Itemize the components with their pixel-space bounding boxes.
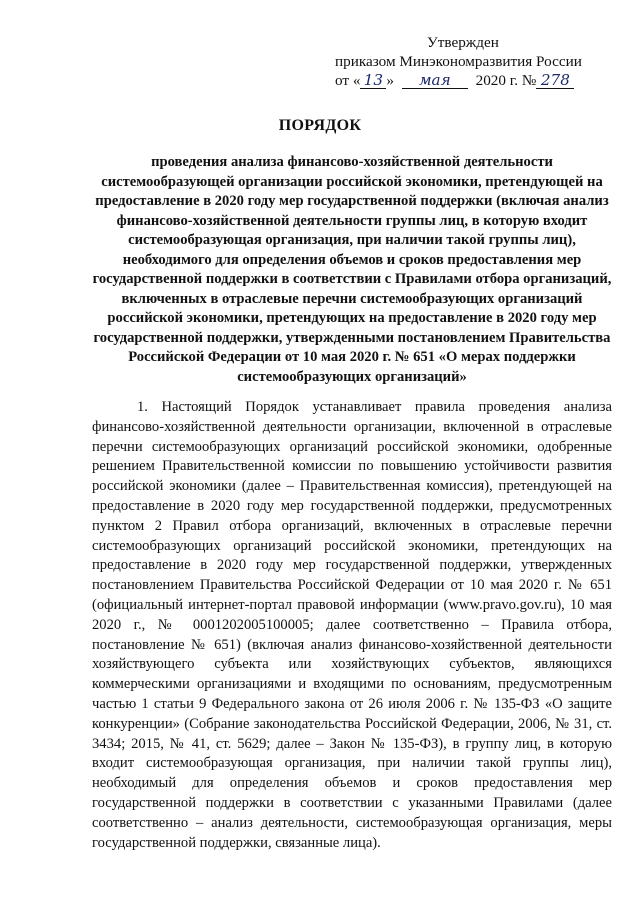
date-prefix: от « xyxy=(335,72,361,89)
handwritten-day: 13 xyxy=(360,73,386,89)
document-title: ПОРЯДОК xyxy=(278,117,362,134)
date-mid: » xyxy=(386,72,395,89)
approval-line-order: приказом Минэкономразвития России xyxy=(335,53,582,70)
document-subtitle: проведения анализа финансово-хозяйственной деятельности системообразующей организации российской экономики, претендующей на предоставление в 2020 году мер государственной поддержки (включая анализ финансово-хозяйственной деятельности группы лиц, в которую входит системообразующая организация, при наличии такой группы лиц), необходимого для определения объемов и сроков предоставления мер государственной поддержки в соответствии с Правилами отбора организаций, включенных в отраслевые перечни системообразующих организаций российской экономики, претендующих на предоставление в 2020 году мер государственной поддержки, утвержденными постановлением Правительства Российской Федерации от 10 мая 2020 г. № 651 «О мерах поддержки системообразующих организаций» xyxy=(92,154,612,385)
paragraph-1: 1. Настоящий Порядок устанавливает правила проведения анализа финансово-хозяйственной деятельности организации, включенной в отраслевые перечни системообразующих организаций российской экономики, одобренные решением Правительственной комиссии по повышению устойчивости развития российской экономики (далее – Правительственная комиссия), претендующей на предоставление в 2020 году мер государственной поддержки, предусмотренных пунктом 2 Правил отбора организаций, включенных в отраслевые перечни системообразующих организаций российской экономики, претендующих на предоставление в 2020 году мер государственной поддержки, утвержденных постановлением Правительства Российской Федерации от 10 мая 2020 г. № 651 (официальный интернет-портал правовой информации (www.pravo.gov.ru), 10 мая 2020 г., № 0001202005100005; далее соответственно – Правила отбора, постановление № 651) (включая анализ финансово-хозяйственной деятельности хозяйствующего субъекта или хозяйствующих субъектов, являющихся коммерческими организациями и входящими по основаниям, предусмотренным частью 1 статьи 9 Федерального закона от 26 июля 2006 г. № 135-ФЗ «О защите конкуренции» (Собрание законодательства Российской Федерации, 2006, № 31, ст. 3434; 2015, № 41, ст. 5629; далее – Закон № 135-ФЗ), в группу лиц, в которую входит системообразующая организация, при наличии такой группы лиц), необходимый для определения объемов и сроков предоставления мер государственной поддержки в соответствии с указанными Правилами (далее соответственно – анализ деятельности, системообразующая организация, меры государственной поддержки, связанные лица). xyxy=(92,399,612,851)
handwritten-order-number: 278 xyxy=(536,73,574,89)
approval-line-date xyxy=(335,71,625,90)
approval-stamp xyxy=(335,33,625,90)
date-year: 2020 г. № xyxy=(475,72,537,89)
handwritten-month: мая xyxy=(402,73,468,89)
approval-line-approved: Утвержден xyxy=(427,34,499,51)
